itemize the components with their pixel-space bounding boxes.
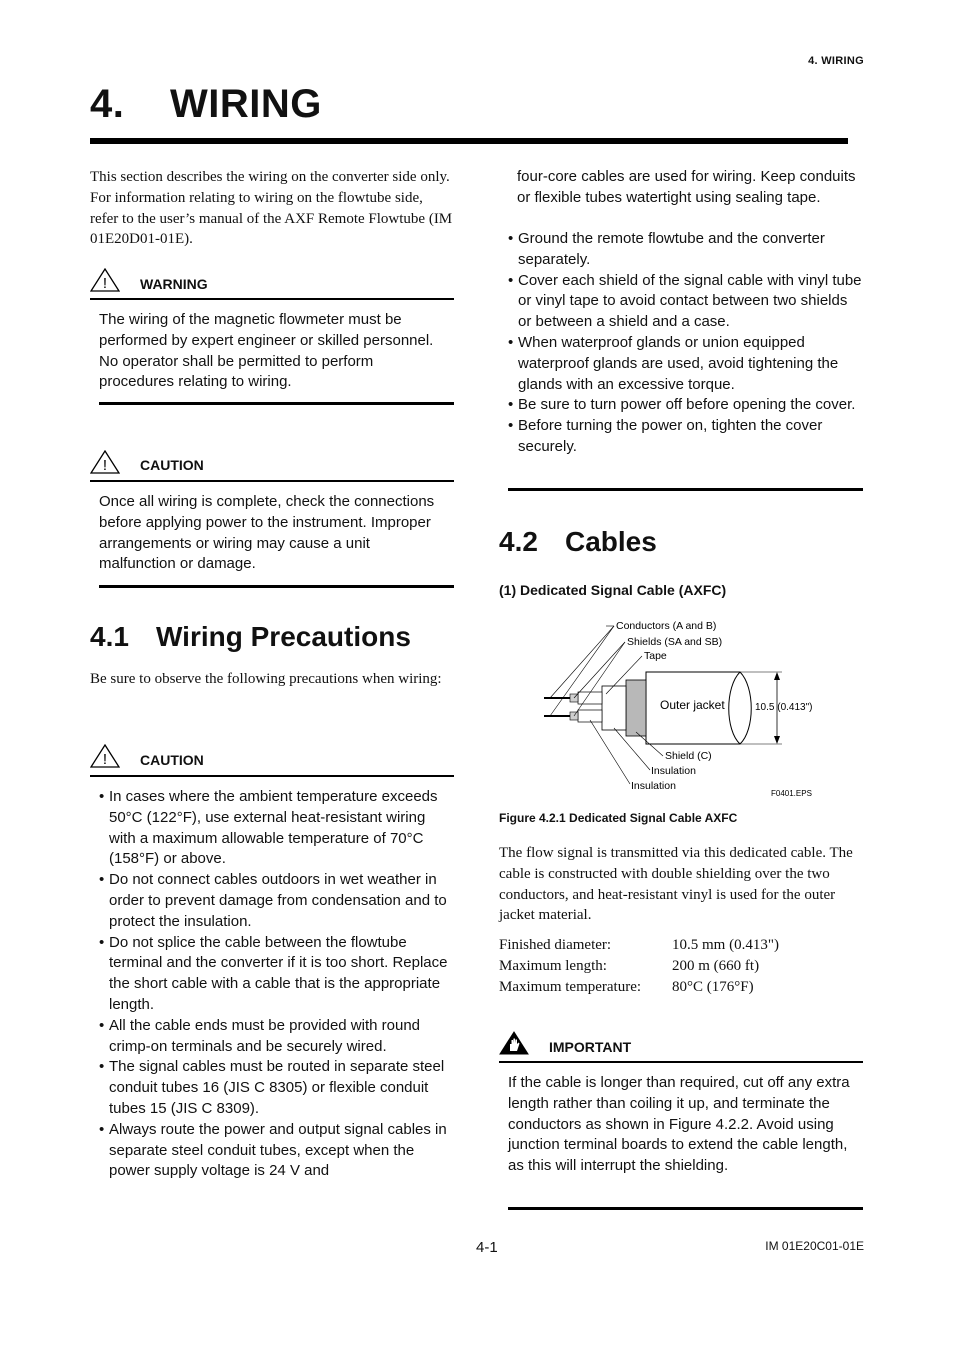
section-4-1-intro: Be sure to observe the following precautions when wiring: (90, 671, 442, 687)
important-bottom-rule (508, 1207, 863, 1210)
caution-heading: CAUTION (140, 752, 204, 768)
important-top-rule (499, 1061, 863, 1063)
caution-bottom-rule (99, 585, 454, 588)
svg-text:!: ! (102, 457, 108, 474)
list-item: • Always route the power and output signal cables in separate steel conduit tubes, except when the power supply voltage is 24 V and (99, 1120, 455, 1182)
figure-caption: Figure 4.2.1 Dedicated Signal Cable AXFC (499, 811, 738, 825)
section-4-2-number: 4.2 (499, 526, 538, 557)
spec-row (499, 956, 863, 977)
spec-label: Finished diameter: (499, 937, 612, 953)
intro-paragraph: This section describes the wiring on the converter side only. For information relating to wiring on the flowtube side, refer to the user’s manual of the AXF Remote Flowtube (IM 01E20D01-01E). (90, 169, 453, 248)
conductors-label: Conductors (A and B) (616, 620, 717, 632)
important-hand-icon (499, 1031, 529, 1055)
section-4-1-number: 4.1 (90, 621, 129, 652)
spec-label: Maximum temperature: (499, 978, 642, 995)
chapter-title-text: WIRING (170, 82, 322, 126)
spec-row (499, 935, 863, 956)
important-text: If the cable is longer than required, cut off any extra length rather than coiling it up, and terminate the conductors as shown in Figure 4.2.2. Avoid using junction terminal boards to extend the cable length, as this will interrupt the shielding. (508, 1074, 850, 1175)
list-item: • Cover each shield of the signal cable with vinyl tube or vinyl tape to avoid contact between two shields or between a shield and a case. (508, 271, 864, 333)
insulation-label: Insulation (631, 780, 676, 792)
caution-top-rule (90, 480, 454, 482)
svg-text:!: ! (102, 275, 108, 292)
caution-top-rule (90, 775, 454, 777)
warning-top-rule (90, 298, 454, 300)
precaution-list-right (508, 229, 864, 458)
list-item: • Do not splice the cable between the flowtube terminal and the converter if it is too short. Replace the short cable with a cable that is the appropriate length. (99, 933, 455, 1016)
page-number: 4-1 (476, 1239, 498, 1256)
cable-diagram (530, 612, 830, 802)
list-item: • All the cable ends must be provided with round crimp-on terminals and be securely wired. (99, 1016, 455, 1058)
shields-label: Shields (SA and SB) (627, 636, 723, 648)
outer-jacket-label: Outer jacket (660, 698, 725, 712)
spec-value: 200 m (660 ft) (672, 957, 760, 974)
precaution-continuation: four-core cables are used for wiring. Keep conduits or flexible tubes watertight using sealing tape. (517, 168, 856, 206)
warning-bottom-rule (99, 402, 454, 405)
list-item: • Be sure to turn power off before opening the cover. (508, 395, 864, 416)
warning-triangle-icon (90, 268, 120, 292)
caution-text: Once all wiring is complete, check the connections before applying power to the instrument. Improper arrangements or wiring may cause a unit malfunction or damage. (99, 493, 435, 573)
subsection-heading: (1) Dedicated Signal Cable (AXFC) (499, 582, 727, 598)
spec-value: 10.5 mm (0.413") (672, 937, 779, 953)
list-item: • In cases where the ambient temperature exceeds 50°C (122°F), use external heat-resistant wiring with a maximum allowable temperature of 70°C (158°F) or above. (99, 787, 455, 870)
chapter-number: 4. (90, 82, 125, 126)
insulation-label: Insulation (651, 765, 696, 777)
caution-heading: CAUTION (140, 457, 204, 473)
precaution-list-left (99, 787, 455, 1182)
list-item: • When waterproof glands or union equipped waterproof glands are used, avoid tightening the glands with an excessive torque. (508, 333, 864, 395)
chapter-rule (90, 138, 848, 144)
section-4-2-heading (499, 526, 657, 558)
cable-description: The flow signal is transmitted via this dedicated cable. The cable is constructed with double shielding over the two conductors, and heat-resistant vinyl is used for the outer jacket material. (499, 845, 853, 924)
figure-file-label: F0401.EPS (771, 789, 812, 798)
dimension-label: 10.5 (0.413") (755, 702, 813, 713)
shield-c-label: Shield (C) (665, 750, 712, 762)
caution-triangle-icon (90, 744, 120, 768)
caution-bottom-rule (508, 488, 863, 491)
list-item: • The signal cables must be routed in separate steel conduit tubes 16 (JIS C 8305) or flexible conduit tubes 15 (JIS C 8309). (99, 1057, 455, 1119)
tape-label: Tape (644, 650, 667, 662)
spec-table (499, 935, 863, 997)
svg-text:!: ! (102, 751, 108, 768)
spec-value: 80°C (176°F) (672, 978, 754, 995)
running-head: 4. WIRING (808, 55, 864, 67)
list-item: • Before turning the power on, tighten the cover securely. (508, 416, 864, 458)
section-4-1-heading (90, 621, 411, 653)
spec-row (499, 977, 863, 998)
section-4-1-title: Wiring Precautions (156, 621, 411, 652)
important-heading: IMPORTANT (549, 1039, 632, 1055)
warning-text: The wiring of the magnetic flowmeter must be performed by expert engineer or skilled personnel. No operator shall be permitted to perform procedures relating to wiring. (99, 311, 434, 391)
spec-label: Maximum length: (499, 957, 607, 974)
caution-triangle-icon (90, 450, 120, 474)
warning-heading: WARNING (140, 276, 208, 292)
chapter-title (90, 82, 322, 127)
list-item: • Ground the remote flowtube and the converter separately. (508, 229, 864, 271)
section-4-2-title: Cables (565, 526, 657, 557)
list-item: • Do not connect cables outdoors in wet weather in order to prevent damage from condensation and to protect the insulation. (99, 870, 455, 932)
document-id: IM 01E20C01-01E (765, 1239, 864, 1253)
